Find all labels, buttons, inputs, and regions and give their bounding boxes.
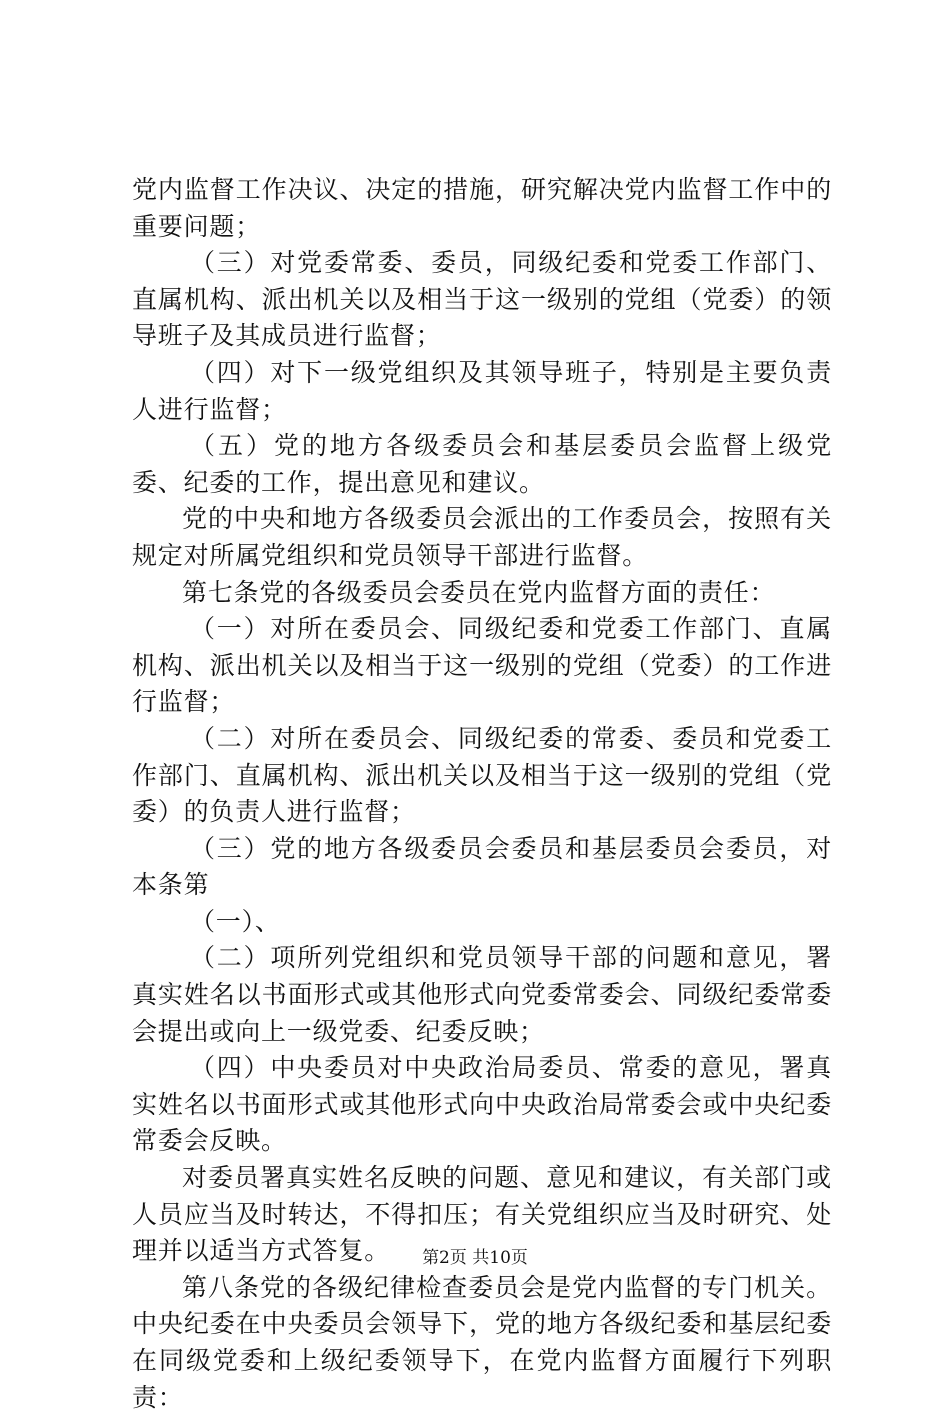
paragraph-5: 党的中央和地方各级委员会派出的工作委员会，按照有关规定对所属党组织和党员领导干部进行监督。: [132, 504, 832, 570]
paragraph-10: （一）、: [190, 906, 281, 936]
paragraph-7: （一）对所在委员会、同级纪委和党委工作部门、直属机构、派出机关以及相当于这一级别的党组（党委）的工作进行监督；: [132, 614, 832, 717]
paragraph-1: 党内监督工作决议、决定的措施，研究解决党内监督工作中的重要问题；: [132, 175, 832, 241]
paragraph-3: （四）对下一级党组织及其领导班子，特别是主要负责人进行监督；: [132, 357, 832, 424]
paragraph-12: （四）中央委员对中央政治局委员、常委的意见，署真实姓名以书面形式或其他形式向中央政治局常委会或中央纪委常委会反映。: [132, 1053, 832, 1156]
document-body: [132, 172, 832, 1416]
page-number-footer: 第2页 共10页: [422, 1248, 528, 1268]
paragraph-9: （三）党的地方各级委员会委员和基层委员会委员，对本条第: [132, 833, 832, 900]
paragraph-13: 对委员署真实姓名反映的问题、意见和建议，有关部门或人员应当及时转达，不得扣压；有关党组织应当及时研究、处理并以适当方式答复。: [132, 1163, 832, 1266]
paragraph-8: （二）对所在委员会、同级纪委的常委、委员和党委工作部门、直属机构、派出机关以及相当于这一级别的党组（党委）的负责人进行监督；: [132, 723, 832, 827]
paragraph-2: （三）对党委常委、委员，同级纪委和党委工作部门、直属机构、派出机关以及相当于这一级别的党组（党委）的领导班子及其成员进行监督；: [132, 248, 832, 351]
paragraph-11: （二）项所列党组织和党员领导干部的问题和意见，署真实姓名以书面形式或其他形式向党委常委会、同级纪委常委会提出或向上一级党委、纪委反映；: [132, 943, 832, 1046]
paragraph-4: （五）党的地方各级委员会和基层委员会监督上级党委、纪委的工作，提出意见和建议。: [132, 431, 832, 497]
paragraph-6: 第七条党的各级委员会委员在党内监督方面的责任：: [182, 577, 776, 607]
paragraph-14: 第八条党的各级纪律检查委员会是党内监督的专门机关。中央纪委在中央委员会领导下，党的地方各级纪委和基层纪委在同级党委和上级纪委领导下，在党内监督方面履行下列职责：: [132, 1272, 832, 1412]
